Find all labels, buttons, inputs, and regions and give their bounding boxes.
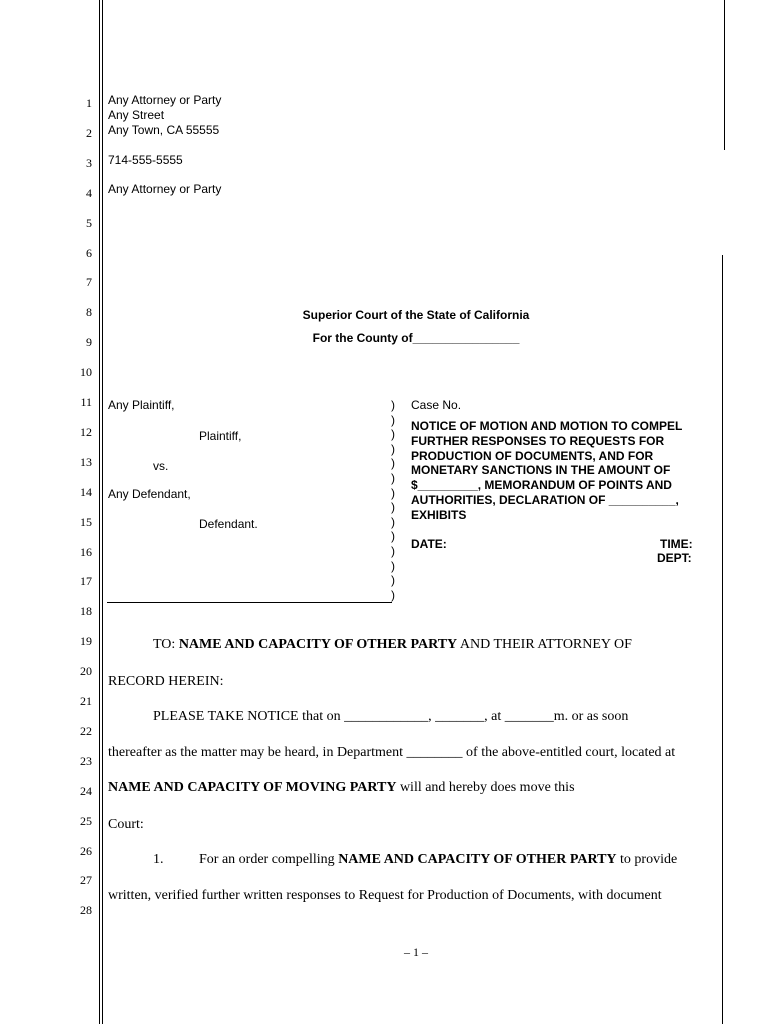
line-number: 27	[80, 873, 92, 888]
caption-paren: )	[391, 529, 395, 544]
attorney-street: Any Street	[108, 108, 165, 122]
line-number: 25	[80, 813, 92, 828]
item-1-line	[199, 852, 677, 868]
line-number: 18	[80, 604, 92, 619]
right-margin-rule-upper	[724, 0, 725, 150]
left-margin-rule-inner	[102, 0, 103, 1024]
item-1-party: NAME AND CAPACITY OF OTHER PARTY	[338, 852, 617, 867]
caption-paren: )	[391, 558, 395, 573]
caption-paren: )	[391, 514, 395, 529]
attorney-for: Any Attorney or Party	[108, 182, 222, 196]
item-1-prefix: For an order compelling	[199, 852, 339, 867]
court-county: For the County of________________	[312, 331, 520, 345]
hearing-date-label: DATE:	[411, 537, 447, 551]
hearing-time-label: TIME:	[660, 537, 693, 551]
item-1-line-2: written, verified further written responses to Request for Production of Documents, with document	[108, 888, 662, 903]
notice-line: PLEASE TAKE NOTICE that on ____________, _______, at _______m. or as soon	[153, 709, 629, 724]
line-number: 26	[80, 843, 92, 858]
versus: vs.	[153, 459, 169, 473]
moving-suffix: will and hereby does move this	[396, 780, 575, 795]
line-number: 19	[80, 634, 92, 649]
line-number: 21	[80, 694, 92, 708]
line-number: 20	[80, 664, 92, 679]
line-number: 16	[80, 544, 92, 559]
caption-paren: )	[391, 412, 395, 427]
caption-paren: )	[391, 398, 395, 412]
line-number: 9	[86, 335, 92, 350]
caption-paren: )	[391, 485, 395, 500]
hearing-dept-label: DEPT:	[657, 551, 692, 565]
to-line	[153, 637, 632, 653]
line-number: 22	[80, 723, 92, 738]
attorney-phone: 714-555-5555	[108, 153, 183, 167]
line-number: 4	[86, 185, 92, 200]
line-number: 17	[80, 574, 92, 589]
item-1-suffix: to provide	[616, 852, 678, 867]
left-margin-rule-outer	[99, 0, 100, 1024]
to-suffix: AND THEIR ATTORNEY OF	[457, 637, 632, 652]
caption-paren: )	[391, 573, 395, 588]
line-number: 11	[80, 395, 92, 409]
caption-paren: )	[391, 456, 395, 471]
right-margin-rule-lower	[722, 255, 723, 1024]
caption-underline	[107, 602, 392, 603]
caption-paren: )	[391, 427, 395, 442]
plaintiff-name: Any Plaintiff,	[108, 398, 175, 412]
line-number: 8	[86, 305, 92, 320]
to-party: NAME AND CAPACITY OF OTHER PARTY	[178, 637, 458, 652]
caption-paren: )	[391, 471, 395, 485]
line-number: 3	[86, 155, 92, 170]
line-number: 14	[80, 484, 92, 499]
item-1-number: 1.	[153, 852, 164, 867]
caption-paren: )	[391, 544, 395, 558]
line-number: 24	[80, 783, 92, 798]
caption-paren: )	[391, 441, 395, 456]
caption-paren: )	[391, 587, 395, 602]
line-number: 13	[80, 454, 92, 469]
defendant-name: Any Defendant,	[108, 487, 191, 501]
plaintiff-label: Plaintiff,	[199, 429, 242, 443]
moving-party-line	[108, 780, 575, 796]
line-number: 7	[86, 275, 92, 290]
thereafter-line: thereafter as the matter may be heard, in Department ________ of the above-entitled court, located at	[108, 745, 676, 760]
record-herein: RECORD HEREIN:	[108, 674, 224, 689]
to-prefix: TO:	[153, 637, 179, 652]
page-number: – 1 –	[404, 945, 428, 959]
moving-party: NAME AND CAPACITY OF MOVING PARTY	[108, 780, 397, 795]
line-number: 6	[86, 245, 92, 260]
court-word: Court:	[108, 817, 144, 832]
case-number-label: Case No.	[411, 398, 462, 412]
line-number: 15	[80, 514, 92, 529]
defendant-label: Defendant.	[199, 517, 258, 531]
caption-paren: )	[391, 500, 395, 515]
court-name: Superior Court of the State of California	[302, 308, 530, 322]
attorney-name: Any Attorney or Party	[108, 93, 222, 107]
line-number: 10	[80, 365, 92, 380]
line-number: 12	[80, 424, 92, 439]
line-number: 23	[80, 753, 92, 768]
line-number: 28	[80, 903, 92, 918]
line-number: 2	[86, 125, 92, 140]
attorney-city: Any Town, CA 55555	[108, 123, 220, 137]
motion-title: NOTICE OF MOTION AND MOTION TO COMPEL FURTHER RESPONSES TO REQUESTS FOR PRODUCTION OF DOCUMENTS, AND FOR MONETARY SANCTIONS IN THE AMOUNT OF $_________, MEMORANDUM OF POINTS AND AUTHORITIES, DECLARATION OF __________, EXHIBITS	[411, 419, 683, 522]
line-number: 1	[86, 96, 92, 110]
line-number: 5	[86, 215, 92, 230]
